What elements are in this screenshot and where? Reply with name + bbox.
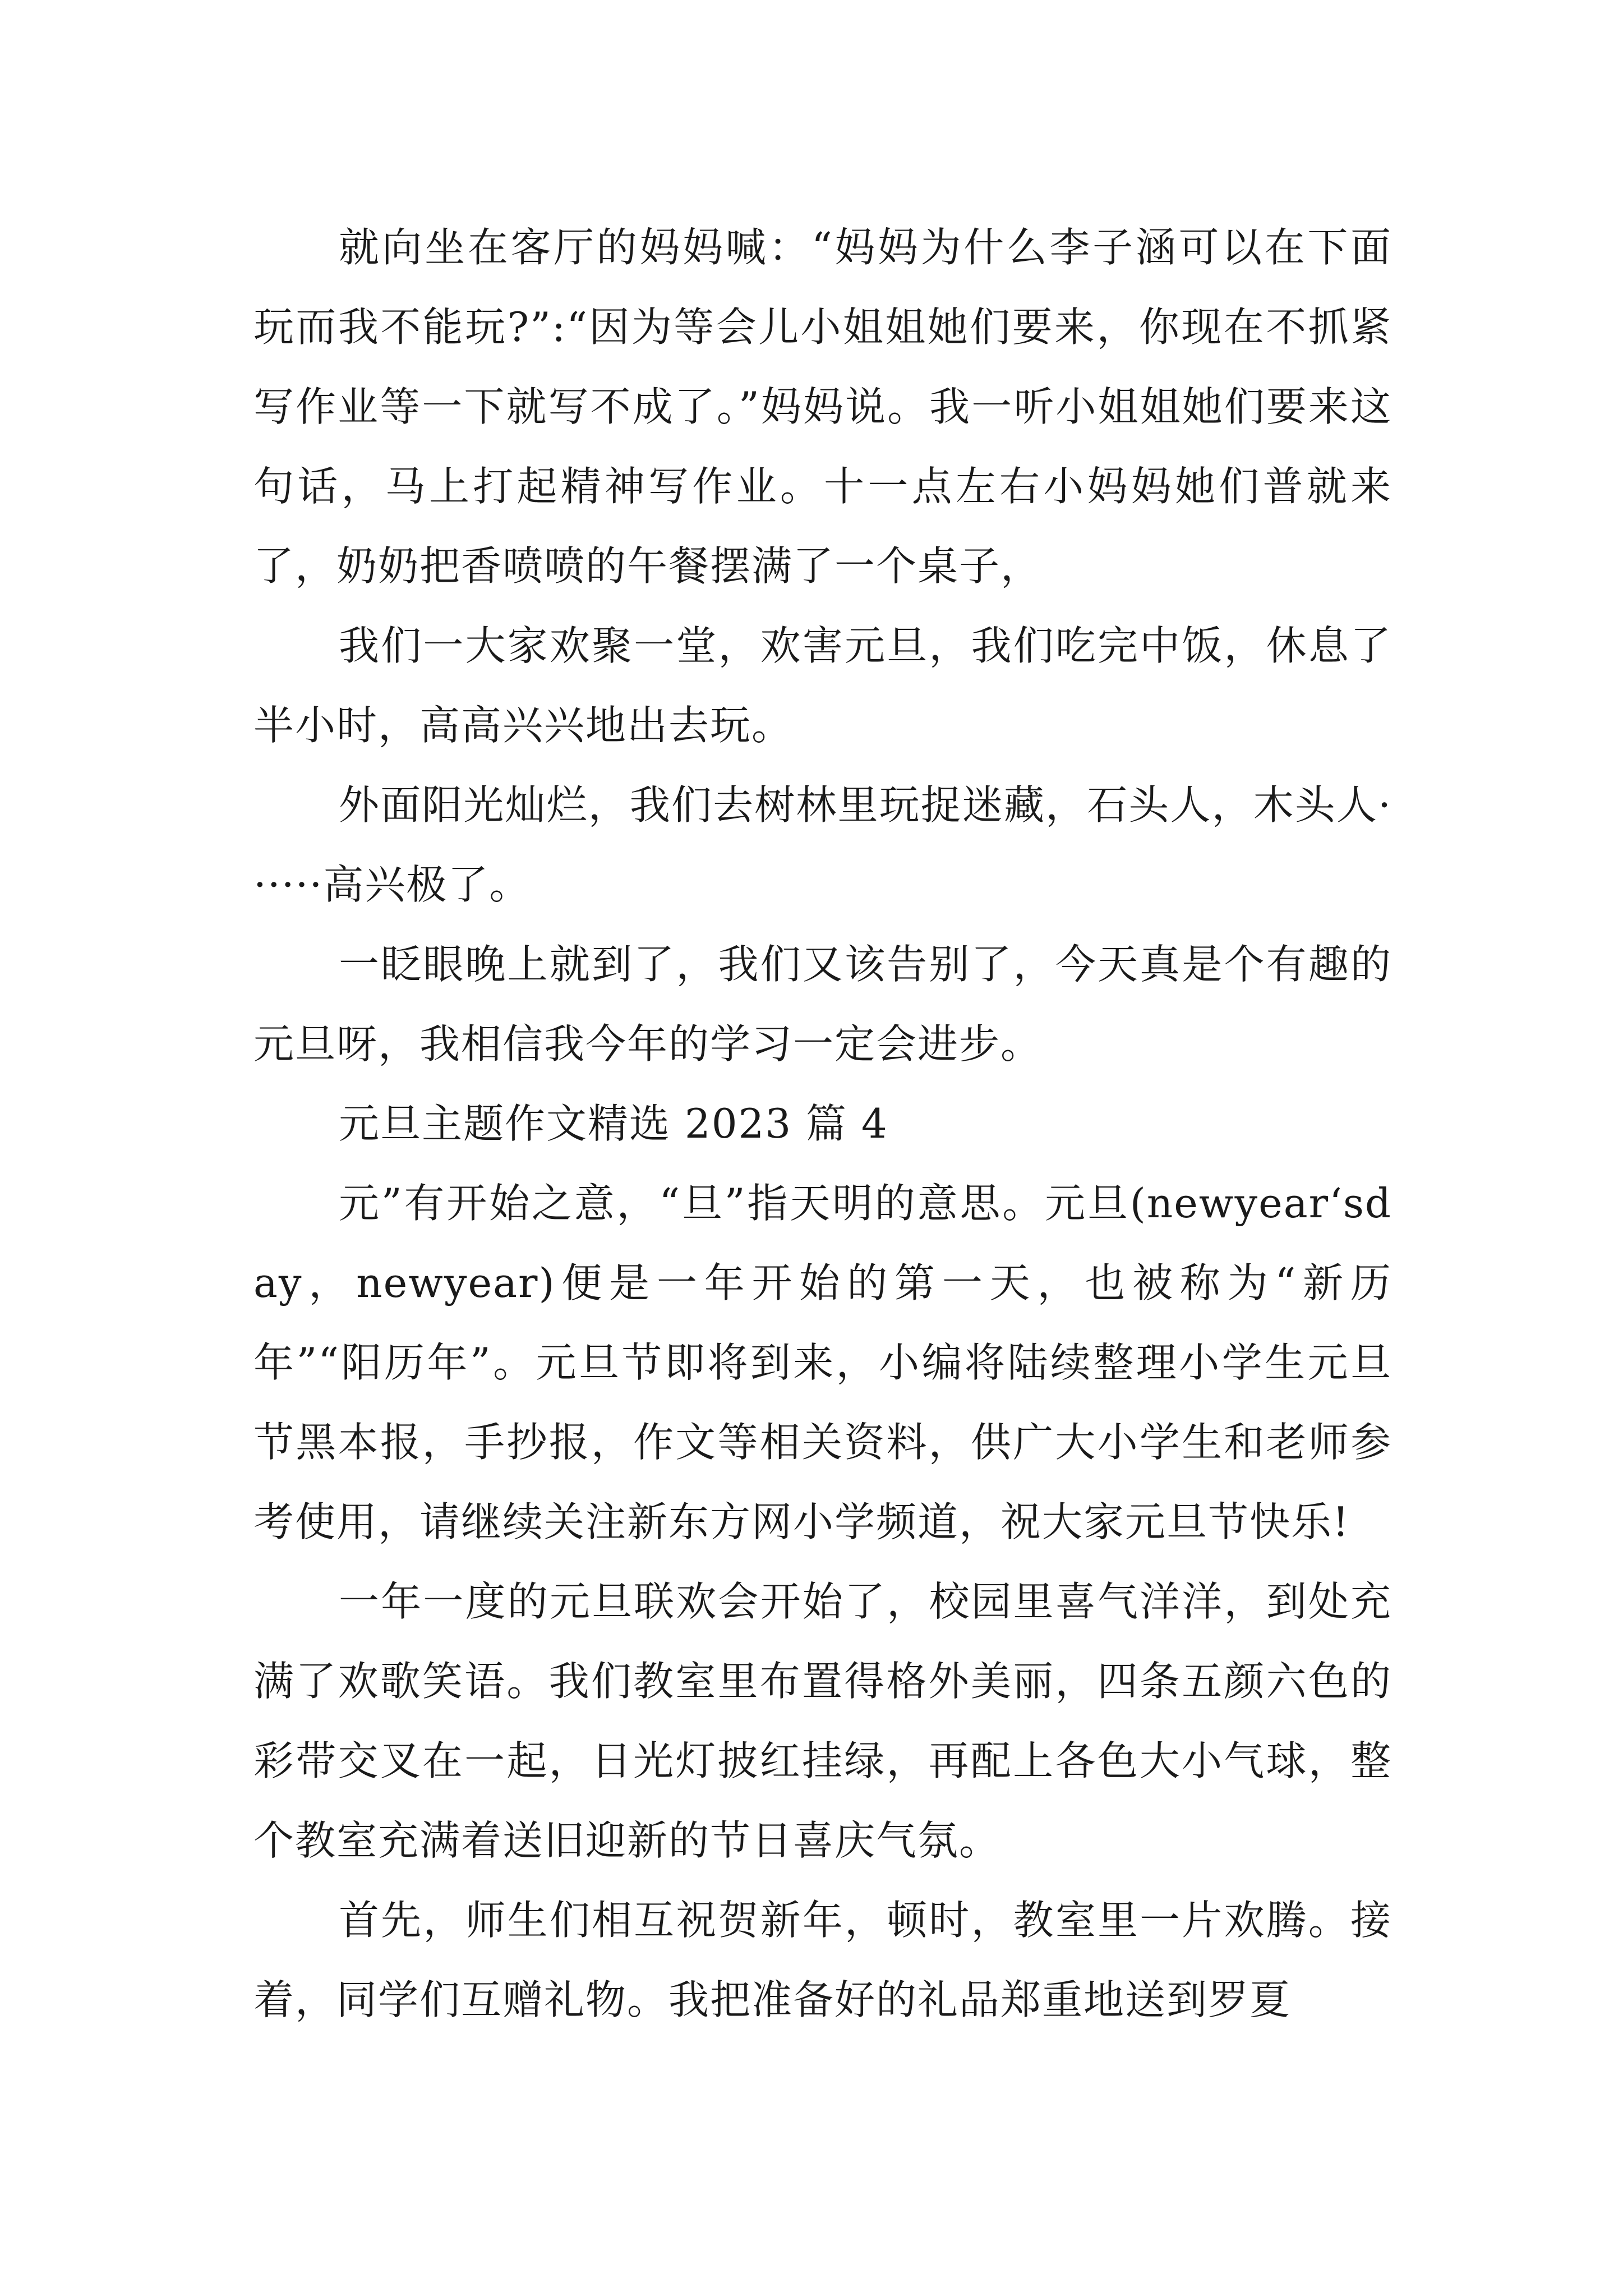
section-heading: 元旦主题作文精选 2023 篇 4 bbox=[339, 1100, 888, 1147]
paragraph: 首先，师生们相互祝贺新年，顿时，教室里一片欢腾。接着，同学们互赠礼物。我把准备好的礼品郑重地送到罗夏 bbox=[253, 1897, 1392, 2023]
paragraph: 一年一度的元旦联欢会开始了，校园里喜气洋洋，到处充满了欢歌笑语。我们教室里布置得格外美丽，四条五颜六色的彩带交叉在一起，日光灯披红挂绿，再配上各色大小气球，整个教室充满着送旧迎新的节日喜庆气氛。 bbox=[253, 1578, 1392, 1864]
document-body bbox=[253, 208, 1392, 2040]
paragraph: 就向坐在客厅的妈妈喊：“妈妈为什么李子涵可以在下面玩而我不能玩?”:“因为等会儿小姐姐她们要来，你现在不抓紧写作业等一下就写不成了。”妈妈说。我一听小姐姐她们要来这句话，马上打起精神写作业。十一点左右小妈妈她们普就来了，奶奶把香喷喷的午餐摆满了一个桌子， bbox=[253, 224, 1392, 590]
paragraph: 外面阳光灿烂，我们去树林里玩捉迷藏，石头人，木头人······高兴极了。 bbox=[253, 781, 1392, 908]
paragraph: 我们一大家欢聚一堂，欢害元旦，我们吃完中饭，休息了半小时，高高兴兴地出去玩。 bbox=[253, 622, 1392, 749]
paragraph: 元”有开始之意，“旦”指天明的意思。元旦(newyear‘sday，newyear)便是一年开始的第一天，也被称为“新历年”“阳历年”。元旦节即将到来，小编将陆续整理小学生元旦节黑本报，手抄报，作文等相关资料，供广大小学生和老师参考使用，请继续关注新东方网小学频道，祝大家元旦节快乐! bbox=[253, 1180, 1392, 1545]
paragraph: 一眨眼晚上就到了，我们又该告别了，今天真是个有趣的元旦呀，我相信我今年的学习一定会进步。 bbox=[253, 941, 1392, 1068]
